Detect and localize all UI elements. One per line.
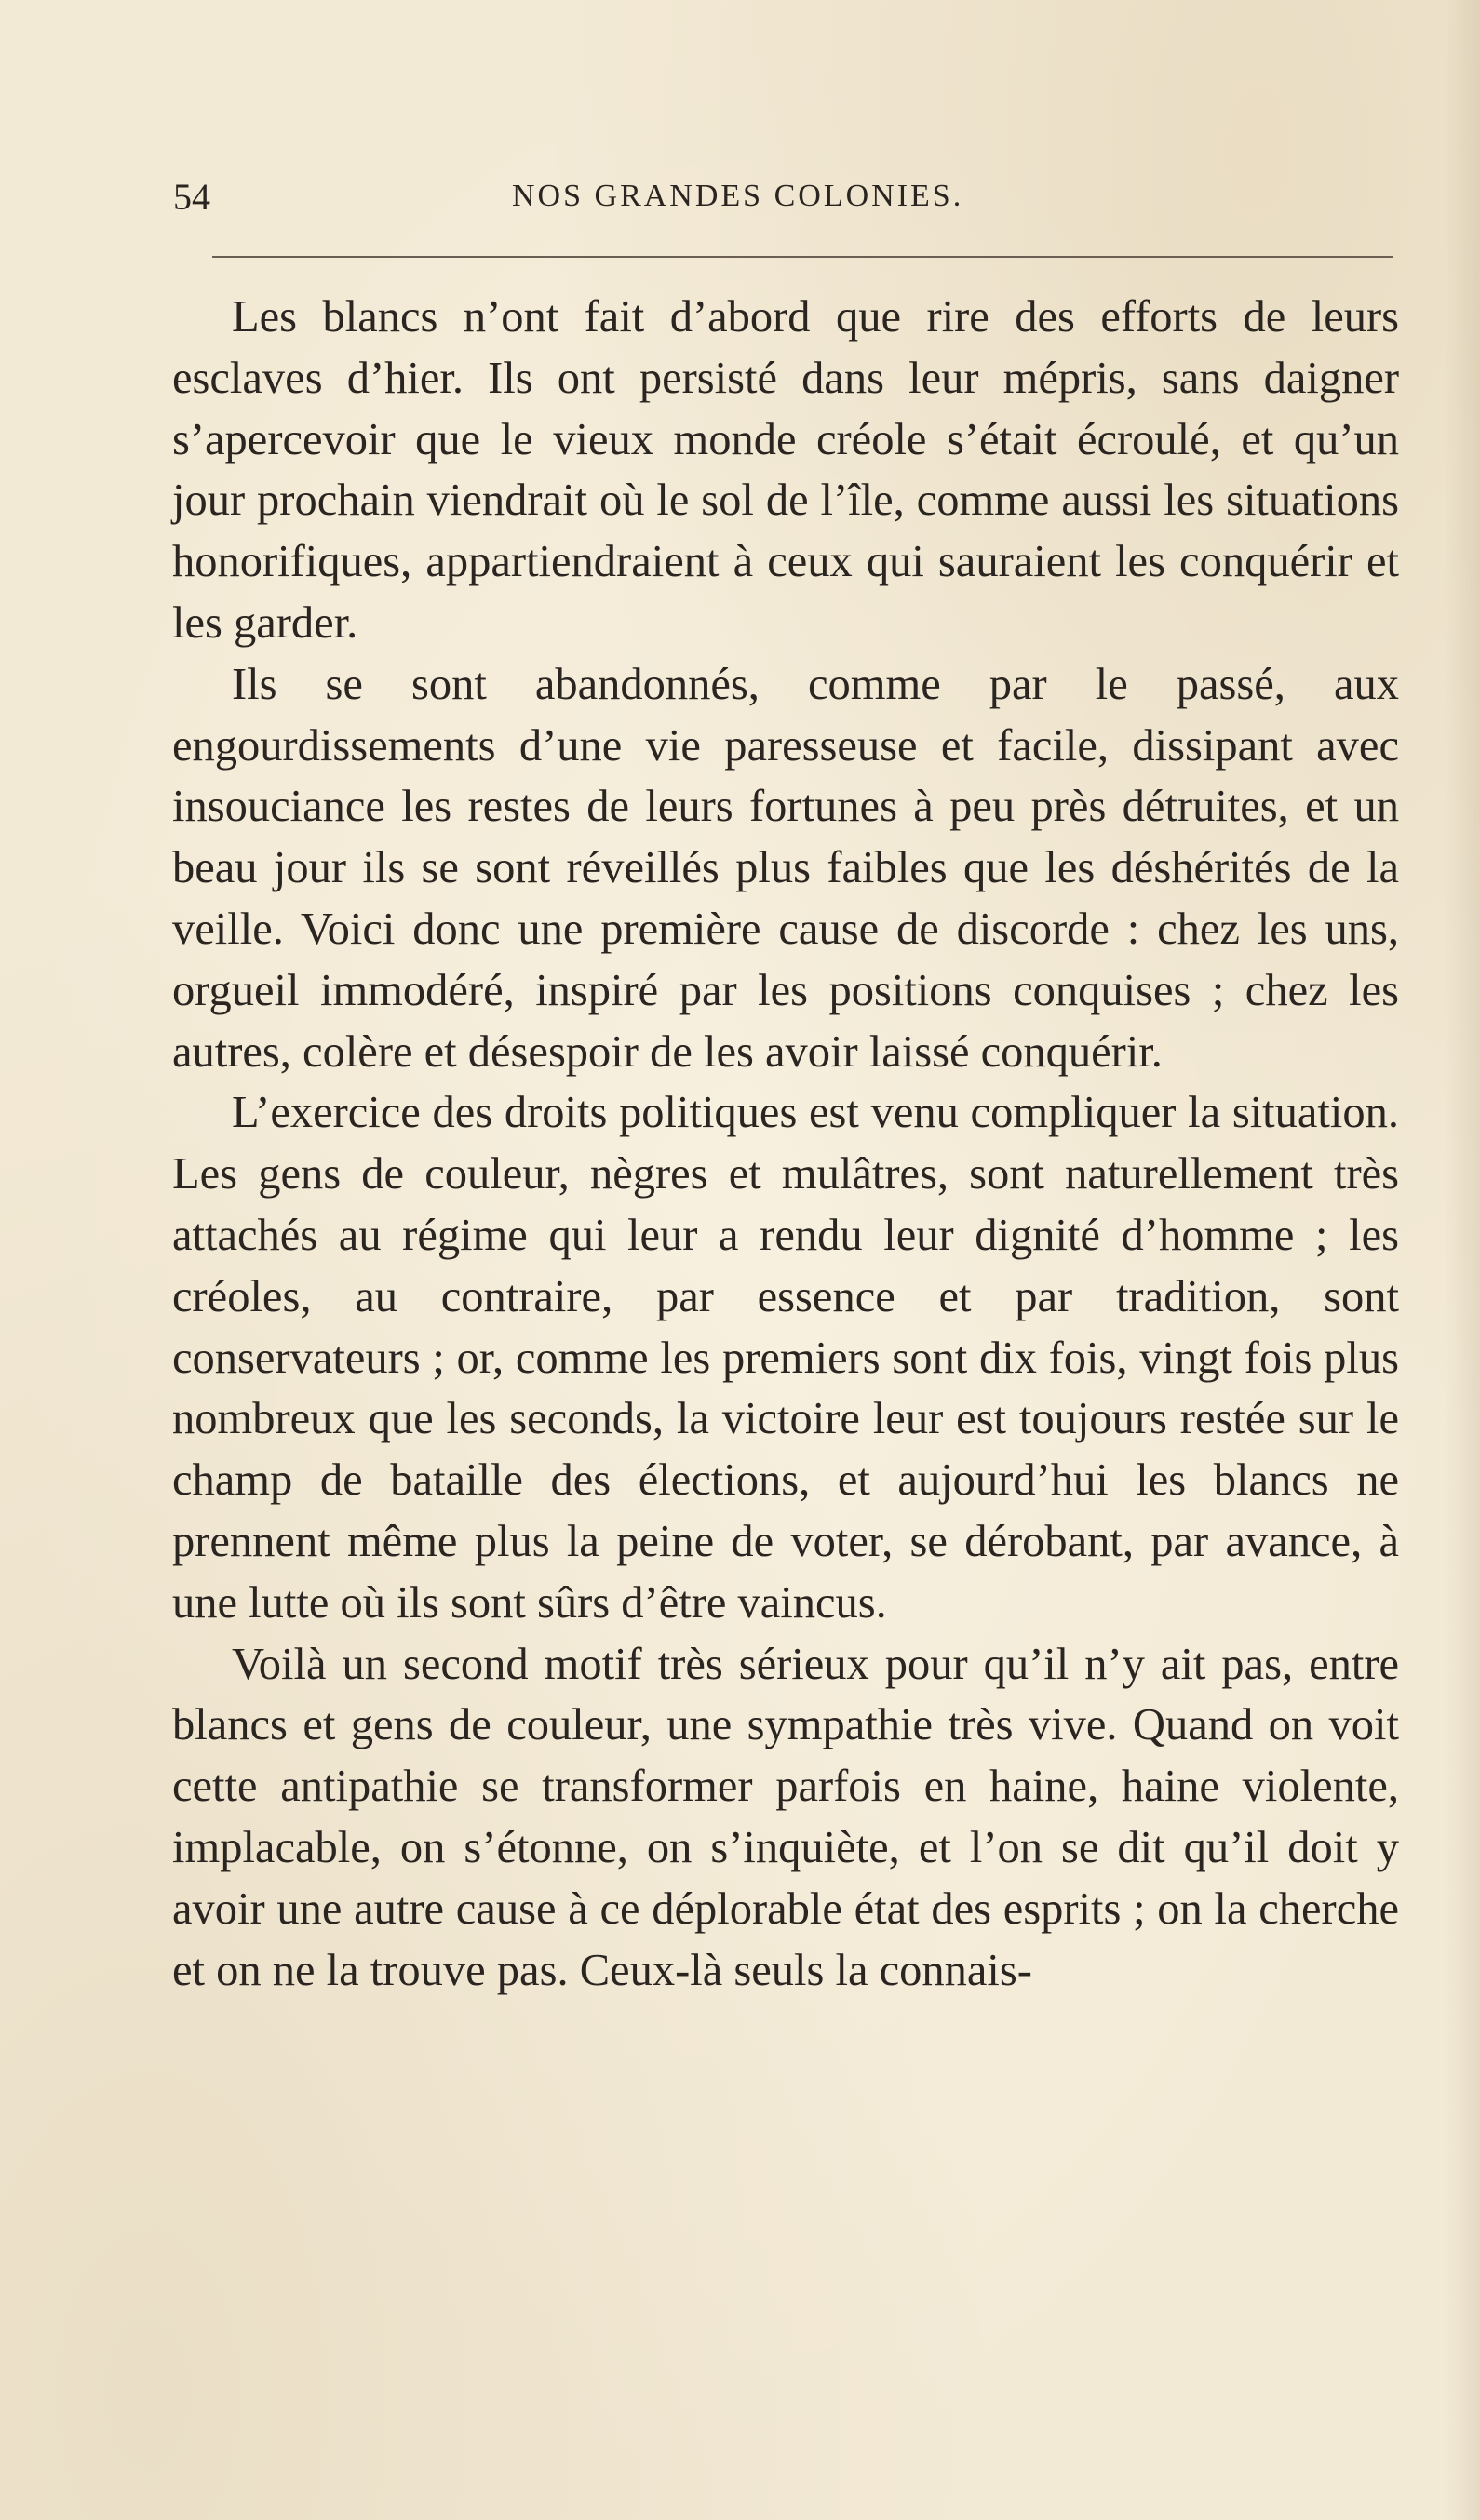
- header-rule: [212, 256, 1393, 258]
- body-text: [172, 287, 1399, 2001]
- paragraph-2: Ils se sont abandonnés, comme par le passé, aux engourdissements d’une vie paresseuse et facile, dissipant avec insouciance les restes de leurs fortunes à peu près détruites, et un beau jour ils se sont réveillés plus faibles que les déshérités de la veille. Voici donc une première cause de discorde : chez les uns, orgueil immodéré, inspiré par les positions conquises ; chez les autres, colère et désespoir de les avoir laissé conquérir.: [172, 659, 1399, 1077]
- paragraph-3: L’exercice des droits politiques est venu compliquer la situation. Les gens de couleur, nègres et mulâtres, sont naturellement très attachés au régime qui leur a rendu leur dignité d’homme ; les créoles, au contraire, par essence et par tradition, sont conservateurs ; or, comme les premiers sont dix fois, vingt fois plus nombreux que les seconds, la victoire leur est toujours restée sur le champ de bataille des élections, et aujourd’hui les blancs ne prennent même plus la peine de voter, se dérobant, par avance, à une lutte où ils sont sûrs d’être vaincus.: [172, 1088, 1399, 1628]
- paragraph-1: Les blancs n’ont fait d’abord que rire des efforts de leurs esclaves d’hier. Ils ont persisté dans leur mépris, sans daigner s’apercevoir que le vieux monde créole s’était écroulé, et qu’un jour prochain viendrait où le sol de l’île, comme aussi les situations honorifiques, appartiendraient à ceux qui sauraient les conquérir et les garder.: [172, 292, 1399, 648]
- page-edge-shadow: [1445, 0, 1480, 2520]
- running-title: NOS GRANDES COLONIES.: [512, 179, 964, 213]
- paragraph-4: Voilà un second motif très sérieux pour qu’il n’y ait pas, entre blancs et gens de couleur, une sympathie très vive. Quand on voit cette antipathie se transformer parfois en haine, haine violente, implacable, on s’étonne, on s’inquiète, et l’on se dit qu’il doit y avoir une autre cause à ce déplorable état des esprits ; on la cherche et on ne la trouve pas. Ceux-là seuls la connais-: [172, 1639, 1399, 1995]
- page-number: 54: [173, 176, 210, 218]
- running-head: [173, 175, 1402, 231]
